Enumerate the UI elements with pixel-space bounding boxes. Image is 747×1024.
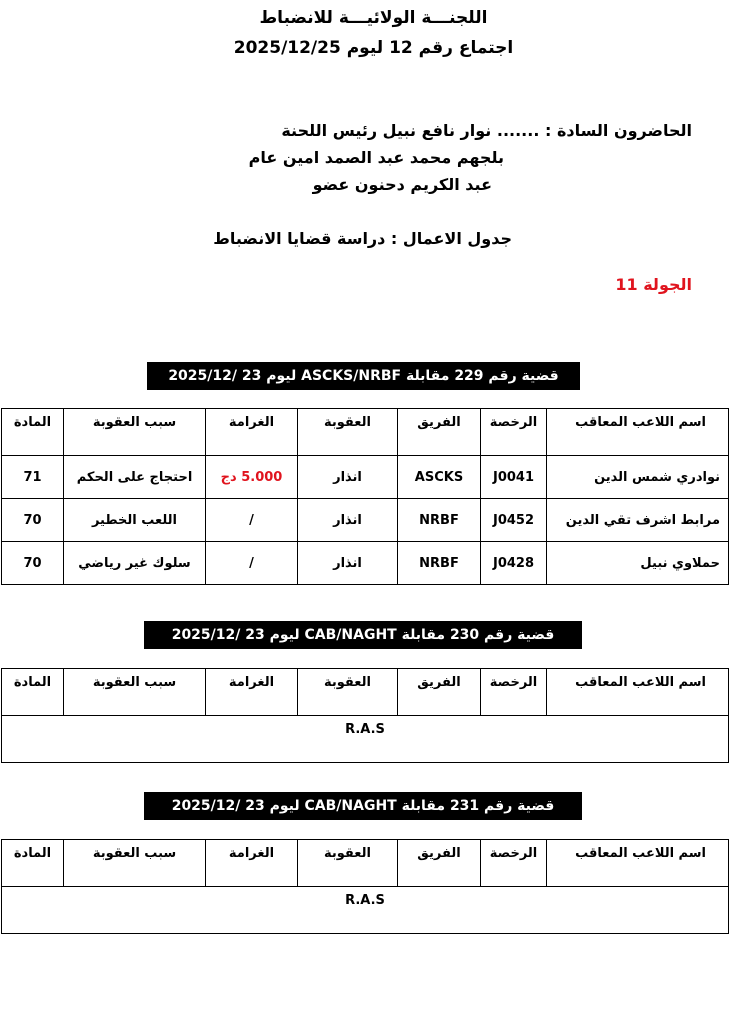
- header-player-name: اسم اللاعب المعاقب: [547, 669, 729, 716]
- attendees-line-3: عبد الكريم دحنون عضو: [312, 175, 492, 194]
- license-number: J0428: [481, 542, 547, 585]
- table-row: [2, 456, 729, 499]
- table-header-row: [2, 409, 729, 456]
- article-number: 71: [2, 456, 64, 499]
- article-number: 70: [2, 499, 64, 542]
- header-reason: سبب العقوبة: [64, 409, 206, 456]
- fine-amount: 5.000 دج: [206, 456, 298, 499]
- no-incident-note: R.A.S: [2, 887, 729, 934]
- attendees-line-2: بلجهم محمد عبد الصمد امين عام: [248, 148, 504, 167]
- fine-amount: /: [206, 499, 298, 542]
- case-banner-231: قضية رقم 231 مقابلة CAB/NAGHT ليوم 23 /2025/12: [144, 792, 582, 820]
- penalty-reason: اللعب الخطير: [64, 499, 206, 542]
- header-penalty: العقوبة: [298, 409, 398, 456]
- meeting-title: اجتماع رقم 12 ليوم 2025/12/25: [233, 38, 514, 58]
- round-label: الجولة 11: [615, 275, 692, 294]
- table-row: [2, 887, 729, 934]
- table-header-row: [2, 669, 729, 716]
- attendees-line-1: الحاضرون السادة : ....... نوار نافع نبيل رئيس اللحنة: [281, 121, 692, 140]
- header-license: الرخصة: [481, 840, 547, 887]
- committee-title: اللجنـــة الولائيـــة للانضباط: [259, 8, 488, 28]
- header-article: المادة: [2, 669, 64, 716]
- header-team: الفريق: [398, 840, 481, 887]
- player-name: حملاوي نبيل: [547, 542, 729, 585]
- fine-amount: /: [206, 542, 298, 585]
- header-player-name: اسم اللاعب المعاقب: [547, 409, 729, 456]
- penalty: انذار: [298, 542, 398, 585]
- header-reason: سبب العقوبة: [64, 840, 206, 887]
- penalty: انذار: [298, 499, 398, 542]
- team: ASCKS: [398, 456, 481, 499]
- header-license: الرخصة: [481, 669, 547, 716]
- case-banner-229: قضية رقم 229 مقابلة ASCKS/NRBF ليوم 23 /2025/12: [147, 362, 580, 390]
- header-team: الفريق: [398, 669, 481, 716]
- team: NRBF: [398, 542, 481, 585]
- table-row: [2, 499, 729, 542]
- team: NRBF: [398, 499, 481, 542]
- header-fine: الغرامة: [206, 840, 298, 887]
- header-fine: الغرامة: [206, 669, 298, 716]
- penalty: انذار: [298, 456, 398, 499]
- case-table-229: [1, 408, 729, 585]
- article-number: 70: [2, 542, 64, 585]
- table-row: [2, 716, 729, 763]
- agenda: جدول الاعمال : دراسة قضايا الانضباط: [213, 229, 512, 248]
- table-header-row: [2, 840, 729, 887]
- case-table-230: [1, 668, 729, 763]
- penalty-reason: احتجاج على الحكم: [64, 456, 206, 499]
- header-penalty: العقوبة: [298, 669, 398, 716]
- player-name: نوادري شمس الدين: [547, 456, 729, 499]
- no-incident-note: R.A.S: [2, 716, 729, 763]
- player-name: مرابط اشرف تقي الدين: [547, 499, 729, 542]
- case-table-231: [1, 839, 729, 934]
- header-player-name: اسم اللاعب المعاقب: [547, 840, 729, 887]
- header-reason: سبب العقوبة: [64, 669, 206, 716]
- table-row: [2, 542, 729, 585]
- case-banner-230: قضية رقم 230 مقابلة CAB/NAGHT ليوم 23 /2025/12: [144, 621, 582, 649]
- header-license: الرخصة: [481, 409, 547, 456]
- header-article: المادة: [2, 409, 64, 456]
- header-penalty: العقوبة: [298, 840, 398, 887]
- license-number: J0452: [481, 499, 547, 542]
- header-team: الفريق: [398, 409, 481, 456]
- header-fine: الغرامة: [206, 409, 298, 456]
- header-article: المادة: [2, 840, 64, 887]
- penalty-reason: سلوك غير رياضي: [64, 542, 206, 585]
- license-number: J0041: [481, 456, 547, 499]
